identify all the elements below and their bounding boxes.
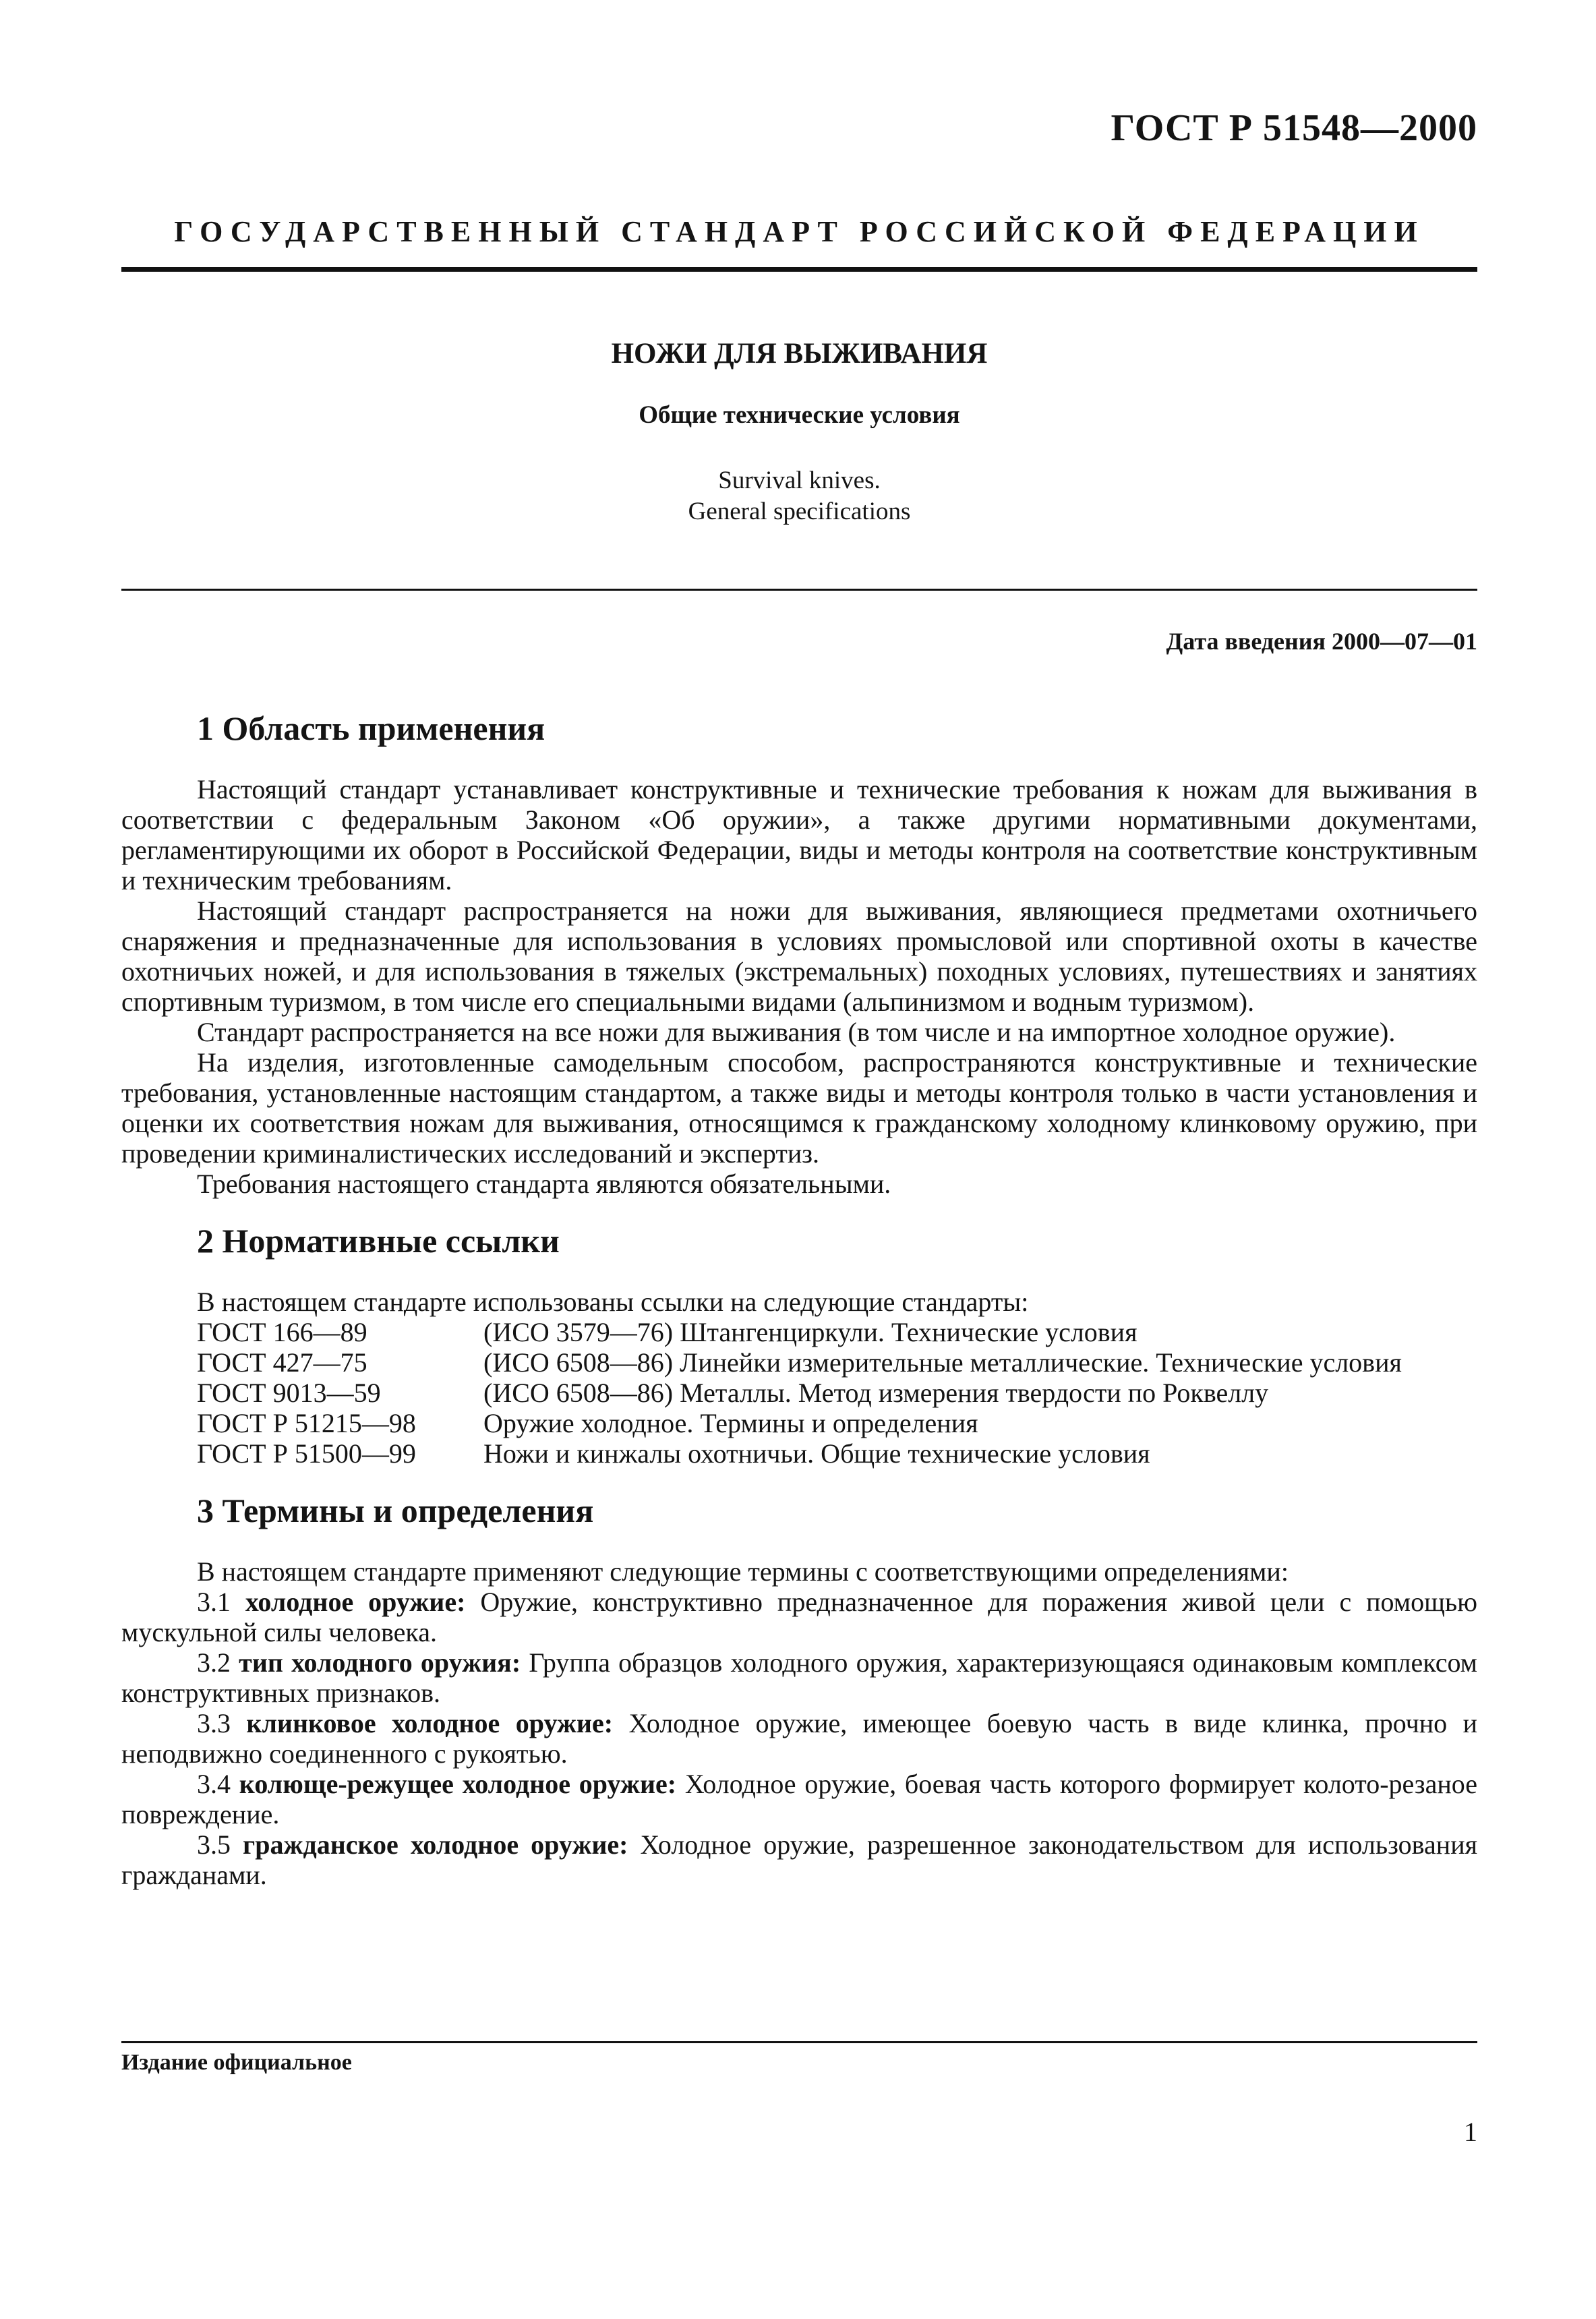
reference-text: (ИСО 6508—86) Линейки измерительные металлические. Технические условия [483, 1347, 1402, 1378]
document-subtitle: Общие технические условия [639, 401, 960, 429]
footer-divider [121, 2041, 1477, 2043]
section-title: 2 Нормативные ссылки [197, 1222, 560, 1260]
term-text: Холодное оружие, боевая часть которого формирует колото-резаное повреждение. [121, 1769, 1477, 1829]
paragraph: На изделия, изготовленные самодельным способом, распространяются конструктивные и технические требования, установленные настоящим стандартом, а также виды и методы контроля только в части установления и оценки их соответствия ножам для выживания, относящимся к гражданскому холодному клинковому оружию, при проведении криминалистических исследований и экспертиз. [121, 1047, 1477, 1169]
term-number: 3.2 [197, 1647, 231, 1678]
term-name: клинковое холодное оружие: [246, 1708, 614, 1738]
reference-item [197, 1408, 1477, 1438]
section-scope [121, 708, 1477, 1199]
edition-label: Издание официальное [121, 2050, 352, 2075]
reference-code: ГОСТ Р 51500—99 [197, 1438, 416, 1469]
reference-item [197, 1378, 1477, 1408]
reference-text: (ИСО 3579—76) Штангенциркули. Технические условия [483, 1317, 1137, 1347]
paragraph: Настоящий стандарт распространяется на ножи для выживания, являющиеся предметами охотничьего снаряжения и предназначенные для использования в условиях промысловой или спортивной охоты в качестве охотничьих ножей, и для использования в тяжелых (экстремальных) походных условиях, путешествиях и занятиях спортивным туризмом, в том числе его специальными видами (альпинизмом и водным туризмом). [121, 896, 1477, 1017]
reference-text: Ножи и кинжалы охотничьи. Общие технические условия [483, 1438, 1150, 1469]
introduction-date: Дата введения 2000—07—01 [1166, 628, 1477, 655]
term-number: 3.5 [197, 1829, 231, 1860]
paragraph: В настоящем стандарте применяют следующие термины с соответствующими определениями: [197, 1556, 1289, 1587]
banner-divider [121, 267, 1477, 272]
english-title-line: Survival knives. [718, 467, 881, 494]
english-title [121, 465, 1477, 527]
reference-code: ГОСТ 427—75 [197, 1347, 367, 1378]
document-title: НОЖИ ДЛЯ ВЫЖИВАНИЯ [611, 338, 988, 370]
term-text: Холодное оружие, разрешенное законодательством для использования гражданами. [121, 1829, 1477, 1890]
section-title: 1 Область применения [197, 709, 545, 747]
paragraph: В настоящем стандарте использованы ссылки на следующие стандарты: [197, 1287, 1029, 1317]
section-terms-definitions [121, 1490, 1477, 1890]
reference-text: Оружие холодное. Термины и определения [483, 1408, 978, 1438]
term-name: тип холодного оружия: [239, 1647, 521, 1678]
document-number: ГОСТ Р 51548—2000 [1111, 107, 1477, 149]
reference-code: ГОСТ 9013—59 [197, 1378, 381, 1408]
term-definition [121, 1769, 1477, 1829]
term-definition [121, 1647, 1477, 1708]
state-standard-banner: ГОСУДАРСТВЕННЫЙ СТАНДАРТ РОССИЙСКОЙ ФЕДЕРАЦИИ [174, 215, 1425, 248]
term-name: колюще-режущее холодное оружие: [239, 1769, 677, 1799]
section-title: 3 Термины и определения [197, 1492, 594, 1529]
term-text: Оружие, конструктивно предназначенное для поражения живой цели с помощью мускульной силы человека. [121, 1587, 1478, 1647]
term-text: Группа образцов холодного оружия, характеризующаяся одинаковым комплексом конструктивных признаков. [121, 1647, 1477, 1708]
section-normative-references [121, 1221, 1477, 1469]
term-definition [121, 1708, 1477, 1769]
paragraph: Стандарт распространяется на все ножи для выживания (в том числе и на импортное холодное оружие). [197, 1017, 1396, 1047]
header-divider [121, 589, 1477, 591]
term-number: 3.3 [197, 1708, 231, 1738]
paragraph: Требования настоящего стандарта являются обязательными. [197, 1169, 891, 1199]
reference-text: (ИСО 6508—86) Металлы. Метод измерения твердости по Роквеллу [483, 1378, 1269, 1408]
term-number: 3.1 [197, 1587, 231, 1617]
page-number: 1 [1464, 2117, 1477, 2147]
term-name: холодное оружие: [245, 1587, 466, 1617]
reference-item [197, 1438, 1477, 1469]
term-number: 3.4 [197, 1769, 231, 1799]
english-title-line: General specifications [688, 498, 911, 525]
term-definition [121, 1829, 1477, 1890]
reference-code: ГОСТ 166—89 [197, 1317, 367, 1347]
term-definition [121, 1587, 1477, 1647]
reference-item [197, 1347, 1477, 1378]
term-text: Холодное оружие, имеющее боевую часть в виде клинка, прочно и неподвижно соединенного с рукоятью. [121, 1708, 1478, 1769]
paragraph: Настоящий стандарт устанавливает конструктивные и технические требования к ножам для выживания в соответствии с федеральным Законом «Об оружии», а также другими нормативными документами, регламентирующими их оборот в Российской Федерации, виды и методы контроля на соответствие конструктивным и техническим требованиям. [121, 774, 1477, 896]
document-body [121, 708, 1477, 1912]
reference-code: ГОСТ Р 51215—98 [197, 1408, 416, 1438]
term-name: гражданское холодное оружие: [243, 1829, 628, 1860]
reference-item [197, 1317, 1477, 1347]
reference-list [121, 1317, 1477, 1469]
